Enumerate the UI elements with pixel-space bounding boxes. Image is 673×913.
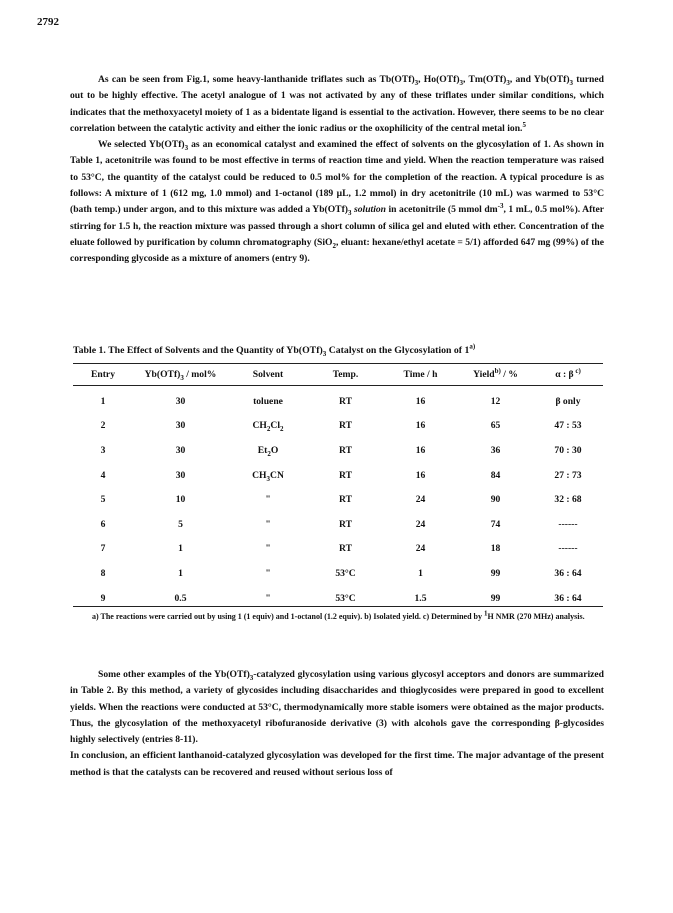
cell-time: 1 bbox=[418, 567, 423, 579]
cell-temp: RT bbox=[339, 469, 352, 481]
cell-entry: 2 bbox=[100, 420, 106, 432]
cell-entry: 8 bbox=[100, 567, 106, 579]
cell-entry: 1 bbox=[100, 395, 106, 407]
cell-time: 24 bbox=[415, 494, 426, 506]
cell-entry: 9 bbox=[100, 592, 106, 604]
cell-ratio: 36 : 64 bbox=[554, 567, 582, 579]
cell-catalyst: 10 bbox=[175, 494, 186, 506]
page-number: 2792 bbox=[37, 16, 59, 28]
body-text-bottom bbox=[70, 667, 604, 781]
body-text-top bbox=[70, 72, 604, 268]
cell-solvent: " bbox=[265, 518, 271, 530]
solvent-effect-table bbox=[73, 364, 603, 610]
cell-yield: 18 bbox=[490, 543, 501, 555]
cell-temp: RT bbox=[339, 420, 352, 432]
cell-entry: 3 bbox=[100, 444, 106, 456]
cell-time: 16 bbox=[415, 469, 426, 481]
cell-catalyst: 30 bbox=[175, 444, 186, 456]
cell-temp: 53°C bbox=[335, 592, 356, 604]
cell-ratio: 47 : 53 bbox=[554, 420, 582, 432]
cell-time: 16 bbox=[415, 444, 426, 456]
cell-yield: 84 bbox=[490, 469, 501, 481]
cell-catalyst: 30 bbox=[175, 395, 186, 407]
cell-yield: 36 bbox=[490, 444, 501, 456]
cell-ratio: ------ bbox=[558, 518, 578, 530]
cell-solvent: $Et_2O$ bbox=[257, 444, 279, 458]
table-caption: Table 1. The Effect of Solvents and the Quantity of $Yb(OTf)_3$ Catalyst on the Glycosylation of 1$^{a)}$ bbox=[73, 342, 476, 358]
cell-catalyst: 30 bbox=[175, 420, 186, 432]
cell-yield: 99 bbox=[490, 592, 501, 604]
cell-ratio: 36 : 64 bbox=[554, 592, 582, 604]
table-header-row bbox=[73, 364, 603, 385]
cell-yield: 99 bbox=[490, 567, 501, 579]
cell-solvent: " bbox=[265, 567, 271, 579]
cell-entry: 7 bbox=[100, 543, 106, 555]
cell-solvent: toluene bbox=[253, 395, 283, 407]
cell-catalyst: 1 bbox=[178, 543, 183, 555]
paragraph-3: Some other examples of the $Yb(OTf)_3$-catalyzed glycosylation using various glycosyl acceptors and donors are summarized in Table 2. By this method, a variety of glycosides including disaccharides and thioglycosides were prepared in good to excellent yields. When the reactions were conducted at 53°C, thermodynamically more stable isomers were obtained as the major products. Thus, the glycosylation of the methoxyacetyl ribofuranoside derivative (3) with alcohols gave the corresponding β-glycosides highly selectively (entries 8-11). bbox=[70, 669, 604, 746]
cell-solvent: " bbox=[265, 592, 271, 604]
cell-yield: 90 bbox=[490, 494, 501, 506]
table-row bbox=[73, 537, 603, 562]
cell-ratio: 32 : 68 bbox=[554, 494, 582, 506]
cell-catalyst: 5 bbox=[178, 518, 183, 530]
cell-ratio: β only bbox=[555, 395, 581, 407]
header-entry: Entry bbox=[91, 369, 115, 380]
cell-catalyst: 30 bbox=[175, 469, 186, 481]
cell-entry: 6 bbox=[100, 518, 106, 530]
paragraph-4: In conclusion, an efficient lanthanoid-catalyzed glycosylation was developed for the first time. The major advantage of the present method is that the catalysts can be recovered and reused without serious loss of bbox=[70, 750, 604, 778]
cell-temp: RT bbox=[339, 518, 352, 530]
header-time: Time / h bbox=[403, 369, 438, 380]
cell-time: 16 bbox=[415, 395, 426, 407]
cell-solvent: " bbox=[265, 494, 271, 506]
cell-temp: RT bbox=[339, 494, 352, 506]
cell-ratio: ------ bbox=[558, 543, 578, 555]
header-temp: Temp. bbox=[332, 369, 359, 380]
cell-time: 1.5 bbox=[414, 592, 427, 604]
cell-catalyst: 0.5 bbox=[174, 592, 187, 604]
cell-solvent: $CH_2Cl_2$ bbox=[252, 420, 284, 434]
cell-catalyst: 1 bbox=[178, 567, 183, 579]
table-row bbox=[73, 561, 603, 586]
table-row bbox=[73, 438, 603, 463]
table-row bbox=[73, 512, 603, 537]
cell-time: 24 bbox=[415, 518, 426, 530]
table-row bbox=[73, 385, 603, 414]
cell-time: 24 bbox=[415, 543, 426, 555]
cell-entry: 4 bbox=[100, 469, 106, 481]
paragraph-1: As can be seen from Fig.1, some heavy-lanthanide triflates such as $Tb(OTf)_3$, $Ho(OTf)_3$, $Tm(OTf)_3$, and $Yb(OTf)_3$ turned out to be highly effective. The acetyl analogue of 1 was not activated by any of these triflates under similar conditions, which indicates that the methoxyacetyl moiety of 1 as a bidentate ligand is essential to the activation. However, there seems to be no clear correlation between the catalytic activity and either the ionic radius or the oxophilicity of the central metal ion.$^5$ bbox=[70, 74, 604, 134]
cell-temp: RT bbox=[339, 395, 352, 407]
cell-ratio: 27 : 73 bbox=[554, 469, 582, 481]
table-row bbox=[73, 586, 603, 611]
cell-solvent: " bbox=[265, 543, 271, 555]
cell-ratio: 70 : 30 bbox=[554, 444, 582, 456]
cell-temp: RT bbox=[339, 543, 352, 555]
header-catalyst: $Yb(OTf)_3 / mol\%$ bbox=[144, 369, 217, 382]
cell-yield: 74 bbox=[490, 518, 501, 530]
cell-yield: 65 bbox=[490, 420, 501, 432]
table-row bbox=[73, 463, 603, 488]
header-ratio: α : β $^{c)}$ bbox=[555, 366, 581, 380]
cell-temp: RT bbox=[339, 444, 352, 456]
cell-time: 16 bbox=[415, 420, 426, 432]
cell-yield: 12 bbox=[490, 395, 501, 407]
cell-temp: 53°C bbox=[335, 567, 356, 579]
table-row bbox=[73, 414, 603, 439]
paragraph-2: We selected $Yb(OTf)_3$ as an economical catalyst and examined the effect of solvents on the glycosylation of 1. As shown in Table 1, acetonitrile was found to be most effective in terms of reaction time and yield. When the reaction temperature was raised to 53°C, the quantity of the catalyst could be reduced to 0.5 mol% for the completion of the reaction. A typical procedure is as follows: A mixture of 1 (612 mg, 1.0 mmol) and 1-octanol (189 μL, 1.2 mmol) in dry acetonitrile (10 mL) was warmed to 53°C (bath temp.) under argon, and to this mixture was added a $Yb(OTf)_3$ solution in acetonitrile (5 mmol $dm^{-3}$, 1 mL, 0.5 mol%). After stirring for 1.5 h, the reaction mixture was passed through a short column of silica gel and eluted with ether. Concentration of the eluate followed by purification by column chromatography (SiO$_2$, eluant: hexane/ethyl acetate = 5/1) afforded 647 mg (99%) of the corresponding glycoside as a mixture of anomers (entry 9). bbox=[70, 139, 604, 265]
cell-solvent: $CH_3CN$ bbox=[252, 469, 284, 483]
table-row bbox=[73, 487, 603, 512]
header-solvent: Solvent bbox=[252, 369, 284, 380]
table-footnotes: a) The reactions were carried out by using 1 (1 equiv) and 1-octanol (1.2 equiv). b) Isolated yield. c) Determined by $^1$H NMR (270 MHz) analysis. bbox=[92, 609, 585, 621]
header-yield: Yield$^{b)}$ / % bbox=[473, 366, 518, 380]
cell-entry: 5 bbox=[100, 494, 106, 506]
